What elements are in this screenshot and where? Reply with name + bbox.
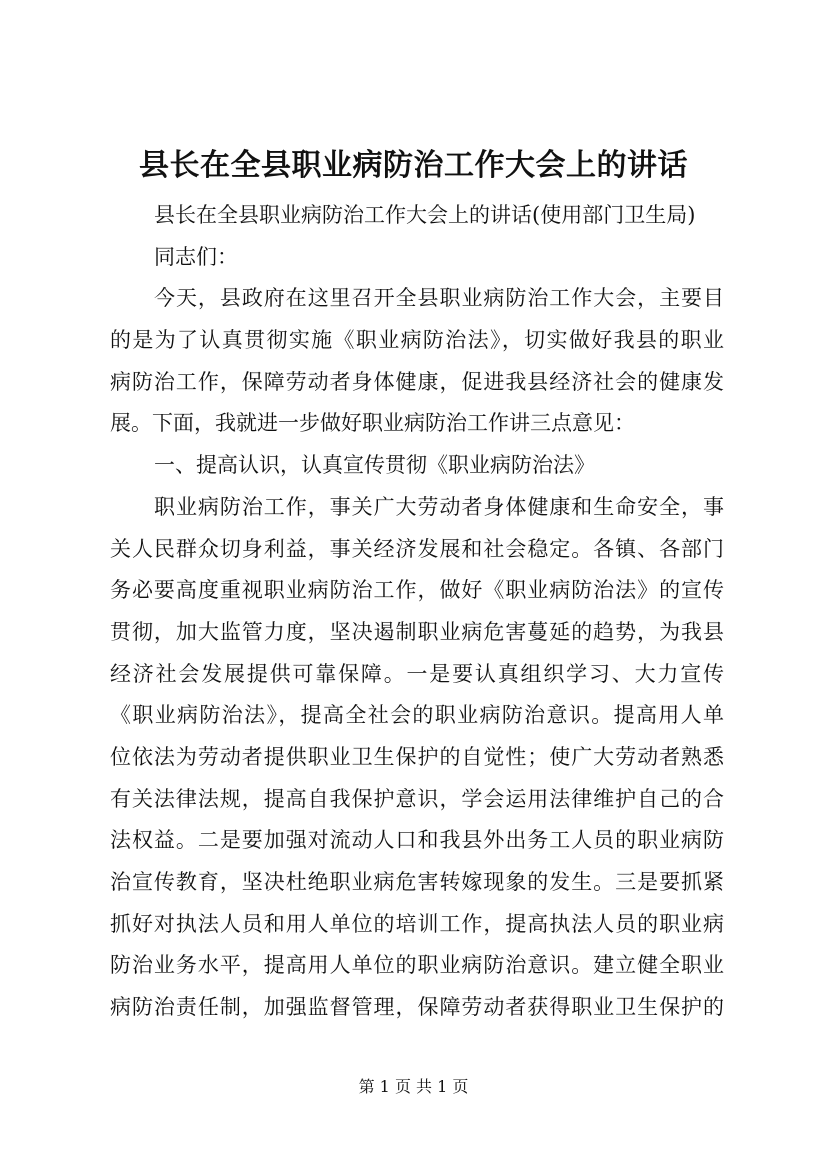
page-number: 第 1 页 共 1 页 (358, 1077, 469, 1096)
paragraph-line: 有关法律法规，提高自我保护意识，学会运用法律维护自己的合 (110, 786, 724, 811)
salutation-line: 同志们： (154, 244, 238, 269)
paragraph-line: 贯彻，加大监管力度，坚决遏制职业病危害蔓延的趋势，为我县 (110, 619, 724, 644)
document-body (110, 195, 724, 1029)
paragraph-line: 病防治责任制，加强监督管理，保障劳动者获得职业卫生保护的 (110, 995, 724, 1020)
paragraph-line: 抓好对执法人员和用人单位的培训工作，提高执法人员的职业病 (110, 911, 724, 936)
paragraph-line: 位依法为劳动者提供职业卫生保护的自觉性；使广大劳动者熟悉 (110, 744, 724, 769)
document-title: 县长在全县职业病防治工作大会上的讲话 (139, 148, 688, 183)
paragraph-line: 法权益。二是要加强对流动人口和我县外出务工人员的职业病防 (110, 828, 724, 853)
paragraph-line: 今天，县政府在这里召开全县职业病防治工作大会，主要目 (154, 286, 724, 311)
section-heading: 一、提高认识，认真宣传贯彻《职业病防治法》 (154, 453, 595, 478)
paragraph-line: 《职业病防治法》，提高全社会的职业病防治意识。提高用人单 (110, 703, 724, 728)
paragraph-line: 病防治工作，保障劳动者身体健康，促进我县经济社会的健康发 (110, 369, 724, 394)
paragraph-line: 的是为了认真贯彻实施《职业病防治法》，切实做好我县的职业 (110, 328, 724, 353)
subtitle-line: 县长在全县职业病防治工作大会上的讲话(使用部门卫生局) (154, 203, 696, 227)
paragraph-line: 经济社会发展提供可靠保障。一是要认真组织学习、大力宣传 (110, 661, 724, 686)
paragraph-line: 关人民群众切身利益，事关经济发展和社会稳定。各镇、各部门 (110, 536, 724, 561)
paragraph-line: 治宣传教育，坚决杜绝职业病危害转嫁现象的发生。三是要抓紧 (110, 870, 724, 894)
paragraph-line: 职业病防治工作，事关广大劳动者身体健康和生命安全，事 (154, 494, 724, 519)
paragraph-line: 务必要高度重视职业病防治工作，做好《职业病防治法》的宣传 (110, 578, 724, 603)
paragraph-line: 展。下面，我就进一步做好职业病防治工作讲三点意见： (110, 411, 635, 436)
paragraph-line: 防治业务水平，提高用人单位的职业病防治意识。建立健全职业 (110, 953, 724, 978)
